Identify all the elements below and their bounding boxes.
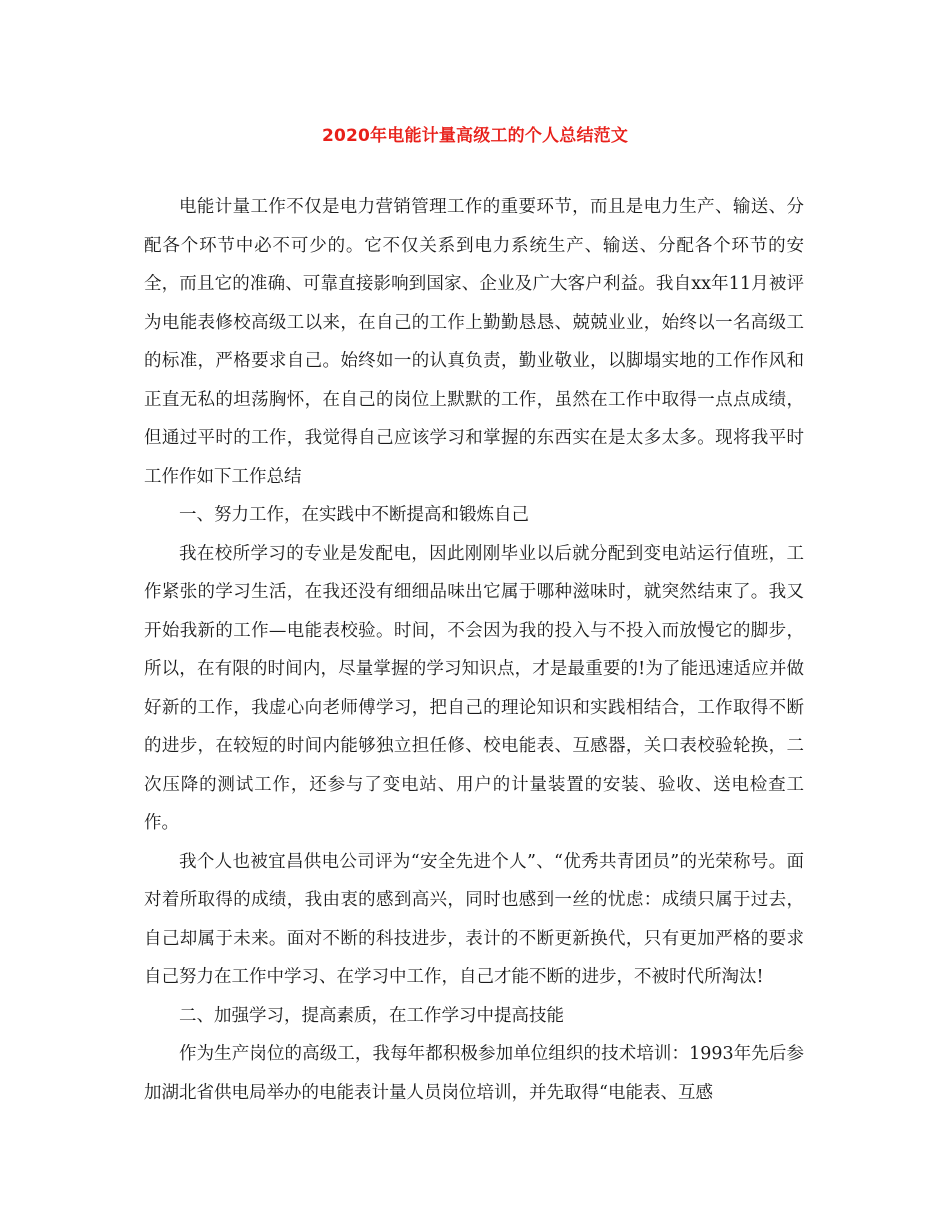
paragraph-section-1: 我在校所学习的专业是发配电，因此刚刚毕业以后就分配到变电站运行值班，工作紧张的学习生活，在我还没有细细品味出它属于哪种滋味时，就突然结束了。我又开始我新的工作—电能表校验。时间，不会因为我的投入与不投入而放慢它的脚步，所以，在有限的时间内，尽量掌握的学习知识点，才是最重要的!为了能迅速适应并做好新的工作，我虚心向老师傅学习，把自己的理论知识和实践相结合，工作取得不断的进步，在较短的时间内能够独立担任修、校电能表、互感器，关口表校验轮换，二次压降的测试工作，还参与了变电站、用户的计量装置的安装、验收、送电检查工作。 <box>144 543 804 833</box>
paragraph-honors: 我个人也被宜昌供电公司评为“安全先进个人”、“优秀共青团员”的光荣称号。面对着所取得的成绩，我由衷的感到高兴，同时也感到一丝的忧虑：成绩只属于过去，自己却属于未来。面对不断的科技进步，表计的不断更新换代，只有更加严格的要求自己努力在工作中学习、在学习中工作，自己才能不断的进步，不被时代所淘汰! <box>144 851 804 987</box>
document-body <box>144 188 804 1112</box>
paragraph-intro: 电能计量工作不仅是电力营销管理工作的重要环节，而且是电力生产、输送、分配各个环节中必不可少的。它不仅关系到电力系统生产、输送、分配各个环节的安全，而且它的准确、可靠直接影响到国家、企业及广大客户利益。我自xx年11月被评为电能表修校高级工以来，在自己的工作上勤勤恳恳、兢兢业业，始终以一名高级工的标准，严格要求自己。始终如一的认真负责，勤业敬业，以脚塌实地的工作作风和正直无私的坦荡胸怀，在自己的岗位上默默的工作，虽然在工作中取得一点点成绩，但通过平时的工作，我觉得自己应该学习和掌握的东西实在是太多太多。现将我平时工作作如下工作总结 <box>144 197 804 487</box>
paragraph-section-2: 作为生产岗位的高级工，我每年都积极参加单位组织的技术培训：1993年先后参加湖北省供电局举办的电能表计量人员岗位培训，并先取得“电能表、互感 <box>144 1044 804 1103</box>
document-title: 2020年电能计量高级工的个人总结范文 <box>321 126 629 146</box>
section-heading-2: 二、加强学习，提高素质，在工作学习中提高技能 <box>179 1005 564 1026</box>
section-heading-1: 一、努力工作，在实践中不断提高和锻炼自己 <box>179 505 529 525</box>
